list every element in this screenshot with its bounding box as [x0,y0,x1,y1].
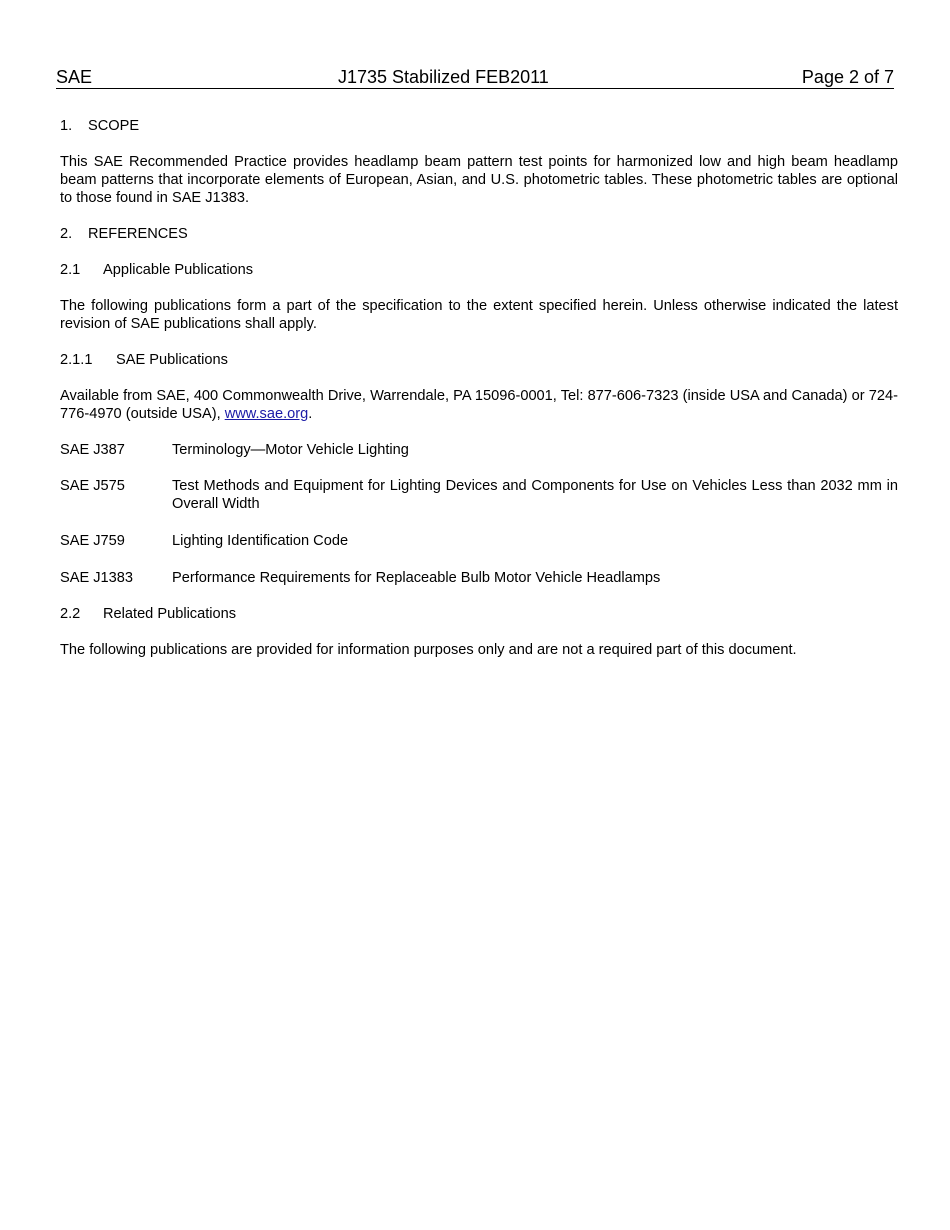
section-title: Applicable Publications [103,262,254,278]
section-heading-sae-publications [60,351,898,369]
section-heading-references [60,225,898,243]
section-heading-related-publications [60,605,898,623]
reference-title: Test Methods and Equipment for Lighting Devices and Components for Use on Vehicles Less than 2032 mm in Overall Width [172,478,898,512]
scope-paragraph: This SAE Recommended Practice provides headlamp beam pattern test points for harmonized low and high beam headlamp beam patterns that incorporate elements of European, Asian, and U.S. photometric tables. These photometric tables are optional to those found in SAE J1383. [60,154,898,206]
reference-entry [60,532,898,550]
reference-code: SAE J575 [60,478,125,494]
section-title: Related Publications [103,606,237,622]
applicable-publications-paragraph: The following publications form a part of the specification to the extent specified herein. Unless otherwise indicated the latest revision of SAE publications shall apply. [60,298,898,332]
reference-entry [60,477,898,513]
reference-title: Lighting Identification Code [172,533,349,549]
sae-address-text: Available from SAE, 400 Commonwealth Drive, Warrendale, PA 15096-0001, Tel: 877-606-7323 (inside USA and Canada) or 724-776-4970 (outside USA), [60,388,898,422]
header-document-id: J1735 Stabilized FEB2011 [338,67,549,87]
reference-title: Performance Requirements for Replaceable Bulb Motor Vehicle Headlamps [172,570,661,586]
sae-publications-paragraph [60,387,898,423]
section-number: 2.1 [60,262,81,278]
header-page-number: Page 2 of 7 [801,67,894,87]
section-heading-scope [60,117,898,135]
reference-title: Terminology—Motor Vehicle Lighting [172,442,409,458]
reference-code: SAE J1383 [60,570,134,586]
section-heading-applicable-publications [60,261,898,279]
section-number: 2. [60,226,73,242]
document-body [60,117,898,659]
page-header [56,67,894,89]
reference-entry [60,441,898,459]
section-title: REFERENCES [88,226,188,242]
related-publications-paragraph: The following publications are provided for information purposes only and are not a required part of this document. [60,642,797,658]
section-number: 1. [60,118,73,134]
section-number: 2.1.1 [60,352,93,368]
reference-code: SAE J759 [60,533,125,549]
reference-code: SAE J387 [60,442,125,458]
section-number: 2.2 [60,606,81,622]
sae-address-suffix: . [308,406,313,422]
sae-website-link[interactable]: www.sae.org [224,406,309,422]
section-title: SCOPE [88,118,140,134]
section-title: SAE Publications [116,352,228,368]
reference-entry [60,569,898,587]
header-org: SAE [56,67,93,87]
